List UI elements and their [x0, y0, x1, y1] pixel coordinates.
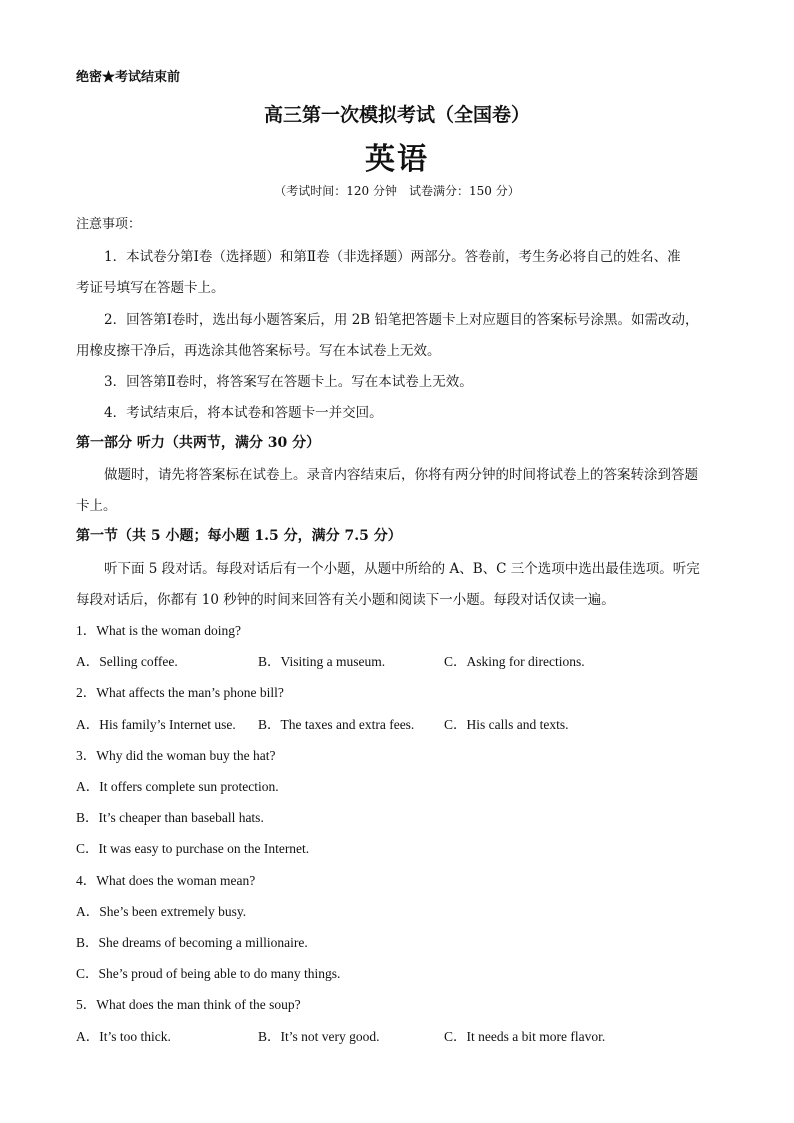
question-3-option-c: C．It was easy to purchase on the Internet. [76, 841, 310, 856]
question-2-option-c: C．His calls and texts. [444, 717, 569, 732]
confidential-label: 绝密★考试结束前 [76, 70, 181, 85]
question-1-option-a: A．Selling coffee. [76, 654, 178, 669]
notice-item-2-line-1: 2．回答第Ⅰ卷时，选出每小题答案后，用 2B 铅笔把答题卡上对应题目的答案标号涂黑。如需改动， [104, 312, 699, 328]
part1-heading: 第一部分 听力（共两节，满分 30 分） [76, 435, 321, 451]
question-5-option-c: C．It needs a bit more flavor. [444, 1029, 606, 1044]
question-1-option-b: B．Visiting a museum. [258, 654, 386, 669]
subject-title: 英语 [365, 142, 429, 177]
question-5-option-a: A．It’s too thick. [76, 1029, 171, 1044]
question-1-option-c: C．Asking for directions. [444, 654, 585, 669]
question-4-stem: 4．What does the woman mean? [76, 873, 256, 888]
question-2-option-a: A．His family’s Internet use. [76, 717, 236, 732]
notice-item-1-line-2: 考证号填写在答题卡上。 [76, 280, 225, 296]
notice-item-4: 4．考试结束后，将本试卷和答题卡一并交回。 [104, 405, 383, 421]
section1-intro-line-2: 每段对话后，你都有 10 秒钟的时间来回答有关小题和阅读下一小题。每段对话仅读一遍。 [76, 592, 615, 608]
notice-item-3: 3．回答第Ⅱ卷时，将答案写在答题卡上。写在本试卷上无效。 [104, 374, 473, 390]
question-2-stem: 2．What affects the man’s phone bill? [76, 685, 284, 700]
question-4-option-c: C．She’s proud of being able to do many things. [76, 966, 341, 981]
part1-intro-line-1: 做题时，请先将答案标在试卷上。录音内容结束后，你将有两分钟的时间将试卷上的答案转涂到答题 [104, 467, 698, 483]
question-4-option-b: B．She dreams of becoming a millionaire. [76, 935, 308, 950]
notice-heading: 注意事项： [76, 217, 142, 232]
question-3-option-a: A．It offers complete sun protection. [76, 779, 279, 794]
question-1-stem: 1．What is the woman doing? [76, 623, 241, 638]
section1-intro-line-1: 听下面 5 段对话。每段对话后有一个小题，从题中所给的 A、B、C 三个选项中选出最佳选项。听完 [104, 561, 700, 577]
exam-title: 高三第一次模拟考试（全国卷） [263, 104, 530, 126]
notice-item-2-line-2: 用橡皮擦干净后，再选涂其他答案标号。写在本试卷上无效。 [76, 343, 441, 359]
notice-item-1-line-1: 1．本试卷分第Ⅰ卷（选择题）和第Ⅱ卷（非选择题）两部分。答卷前，考生务必将自己的姓名、准 [104, 249, 681, 265]
part1-intro-line-2: 卡上。 [76, 498, 117, 514]
exam-info: （考试时间：120 分钟 试卷满分：150 分） [274, 184, 520, 198]
question-3-option-b: B．It’s cheaper than baseball hats. [76, 810, 264, 825]
section1-heading: 第一节（共 5 小题；每小题 1.5 分，满分 7.5 分） [76, 528, 402, 544]
question-5-stem: 5．What does the man think of the soup? [76, 997, 301, 1012]
question-2-option-b: B．The taxes and extra fees. [258, 717, 415, 732]
question-3-stem: 3．Why did the woman buy the hat? [76, 748, 276, 763]
question-5-option-b: B．It’s not very good. [258, 1029, 380, 1044]
question-4-option-a: A．She’s been extremely busy. [76, 904, 247, 919]
